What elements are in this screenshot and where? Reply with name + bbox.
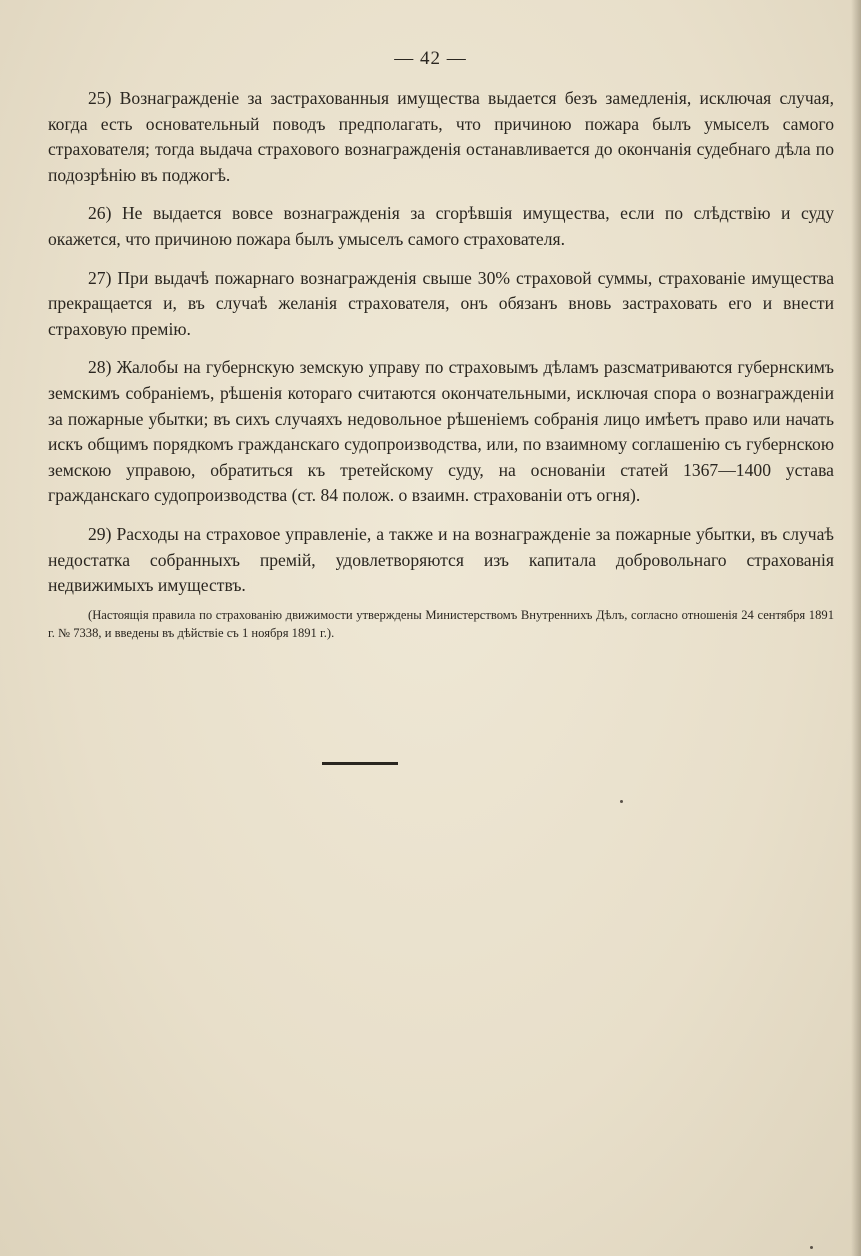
page-edge-shadow bbox=[851, 0, 861, 1256]
paper-speck bbox=[620, 800, 623, 803]
paragraph-25: 25) Вознагражденіе за застрахованныя имущества выдается безъ замедленія, исключая случая, когда есть основательный поводъ предполагать, что причиною пожара былъ умыселъ самого страхователя; тогда выдача страхового вознагражденія останавливается до окончанія судебнаго дѣла по подозрѣнію въ поджогѣ. bbox=[48, 88, 834, 185]
section-divider bbox=[322, 762, 398, 765]
paragraph-27: 27) При выдачѣ пожарнаго вознагражденія свыше 30% страховой суммы, страхованіе имущества прекращается и, въ случаѣ желанія страхователя, онъ обязанъ вновь застраховать его и внести страховую премію. bbox=[48, 267, 834, 339]
paragraph-26: 26) Не выдается вовсе вознагражденія за сгорѣвшія имущества, если по слѣдствію и суду окажется, что причиною пожара былъ умыселъ самого страхователя. bbox=[48, 203, 834, 249]
footnote: (Настоящія правила по страхованію движимости утверждены Министерствомъ Внутреннихъ Дѣлъ, согласно отношенія 24 сентября 1891 г. № 7338, и введены въ дѣйствіе съ 1 ноября 1891 г.). bbox=[48, 608, 834, 640]
paragraph-29: 29) Расходы на страховое управленіе, а также и на вознагражденіе за пожарные убытки, въ случаѣ недостатка собранныхъ премій, удовлетворяются изъ капитала добровольнаго страхованія недвижимыхъ имуществъ. bbox=[48, 523, 834, 596]
paragraph-28: 28) Жалобы на губернскую земскую управу по страховымъ дѣламъ разсматриваются губернскимъ земскимъ собраніемъ, рѣшенія котораго считаются окончательными, исключая спора о вознагражденіи за пожарные убытки; въ сихъ случаяхъ недовольное рѣшеніемъ собранія лицо имѣетъ право или начать искъ общимъ порядкомъ гражданскаго судопроизводства, или, по взаимному соглашенію съ губернскою земскою управою, обратиться къ третейскому суду, на основаніи статей 1367—1400 устава гражданскаго судопроизводства (ст. 84 полож. о взаимн. страхованіи отъ огня). bbox=[48, 357, 834, 506]
paper-speck bbox=[810, 1246, 813, 1249]
body-text bbox=[48, 86, 834, 612]
page-number: — 42 — bbox=[394, 48, 467, 69]
